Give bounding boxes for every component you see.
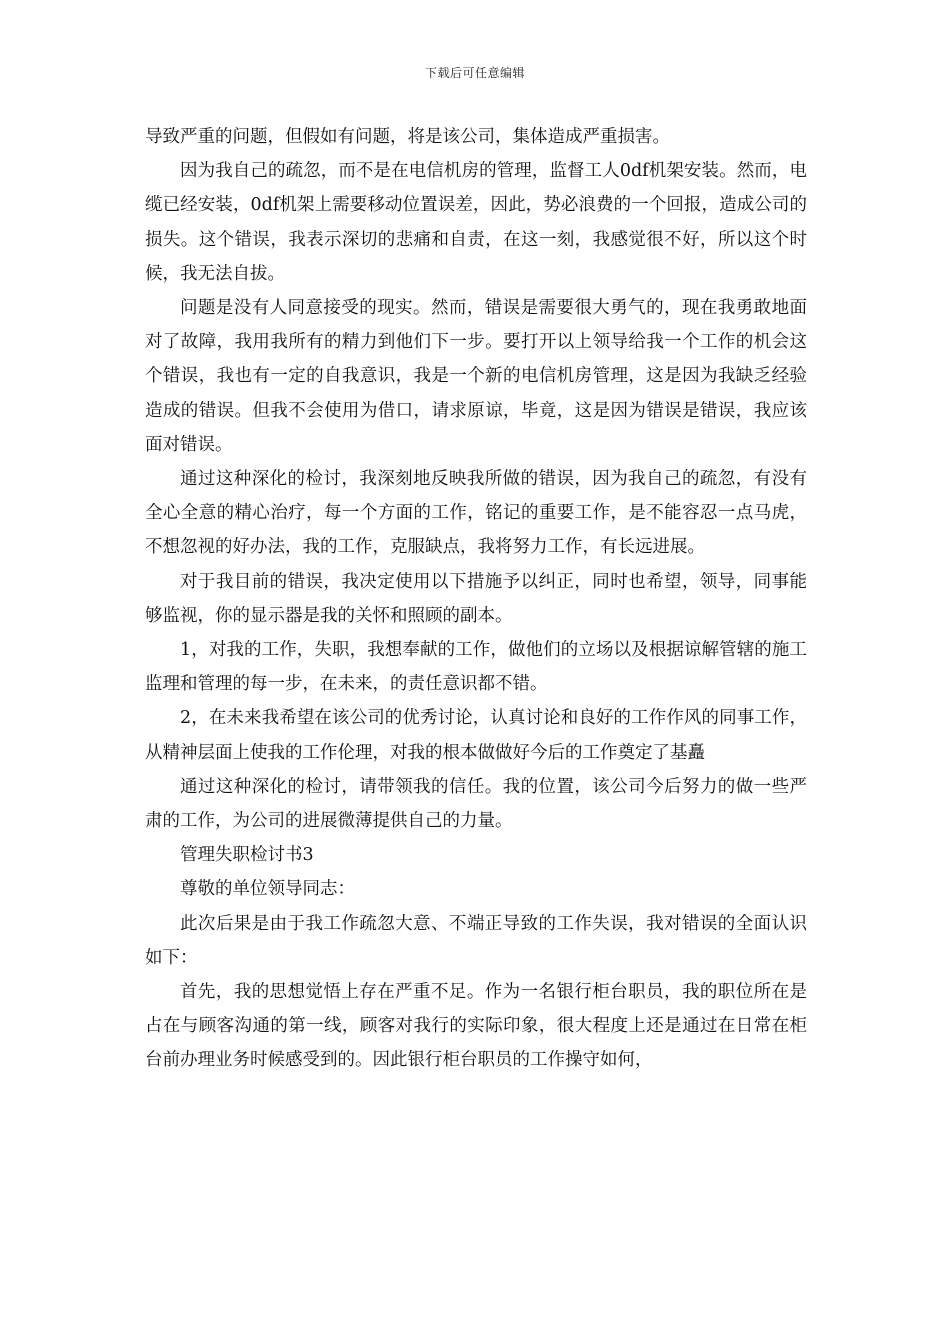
paragraph-5: 对于我目前的错误，我决定使用以下措施予以纠正，同时也希望，领导，同事能够监视，你的显示器是我的关怀和照顾的副本。 — [145, 571, 807, 626]
salutation: 尊敬的单位领导同志： — [180, 879, 355, 900]
page-header: 下载后可任意编辑 — [424, 66, 525, 80]
list-item-2: 2，在未来我希望在该公司的优秀讨论，认真讨论和良好的工作作风的同事工作，从精神层面上使我的工作伦理，对我的根本做做好今后的工作奠定了基矗 — [145, 708, 807, 763]
paragraph-3: 问题是没有人同意接受的现实。然而，错误是需要很大勇气的，现在我勇敢地面对了故障，我用我所有的精力到他们下一步。要打开以上领导给我一个工作的机会这个错误，我也有一定的自我意识，我是一个新的电信机房管理，这是因为我缺乏经验造成的错误。但我不会使用为借口，请求原谅，毕竟，这是因为错误是错误，我应该面对错误。 — [145, 298, 807, 455]
paragraph-4: 通过这种深化的检讨，我深刻地反映我所做的错误，因为我自己的疏忽，有没有全心全意的精心治疗，每一个方面的工作，铭记的重要工作，是不能容忍一点马虎，不想忽视的好办法，我的工作，克服缺点，我将努力工作，有长远进展。 — [145, 469, 807, 558]
list-item-1: 1，对我的工作，失职，我想奉献的工作，做他们的立场以及根据谅解管辖的施工监理和管理的每一步，在未来，的责任意识都不错。 — [145, 640, 807, 695]
paragraph-2: 因为我自己的疏忽，而不是在电信机房的管理，监督工人0df机架安装。然而，电缆已经安装，0df机架上需要移动位置误差，因此，势必浪费的一个回报，造成公司的损失。这个错误，我表示深切的悲痛和自责，在这一刻，我感觉很不好，所以这个时候，我无法自拔。 — [145, 161, 807, 284]
section-title: 管理失职检讨书3 — [180, 845, 314, 866]
paragraph-7: 此次后果是由于我工作疏忽大意、不端正导致的工作失误，我对错误的全面认识如下： — [145, 913, 807, 968]
paragraph-1: 导致严重的问题，但假如有问题，将是该公司，集体造成严重损害。 — [145, 127, 670, 147]
paragraph-8: 首先，我的思想觉悟上存在严重不足。作为一名银行柜台职员，我的职位所在是占在与顾客沟通的第一线，顾客对我行的实际印象，很大程度上还是通过在日常在柜台前办理业务时候感受到的。因此银行柜台职员的工作操守如何， — [145, 982, 807, 1071]
document-body — [145, 120, 807, 1078]
paragraph-6: 通过这种深化的检讨，请带领我的信任。我的位置，该公司今后努力的做一些严肃的工作，为公司的进展微薄提供自己的力量。 — [145, 776, 807, 832]
